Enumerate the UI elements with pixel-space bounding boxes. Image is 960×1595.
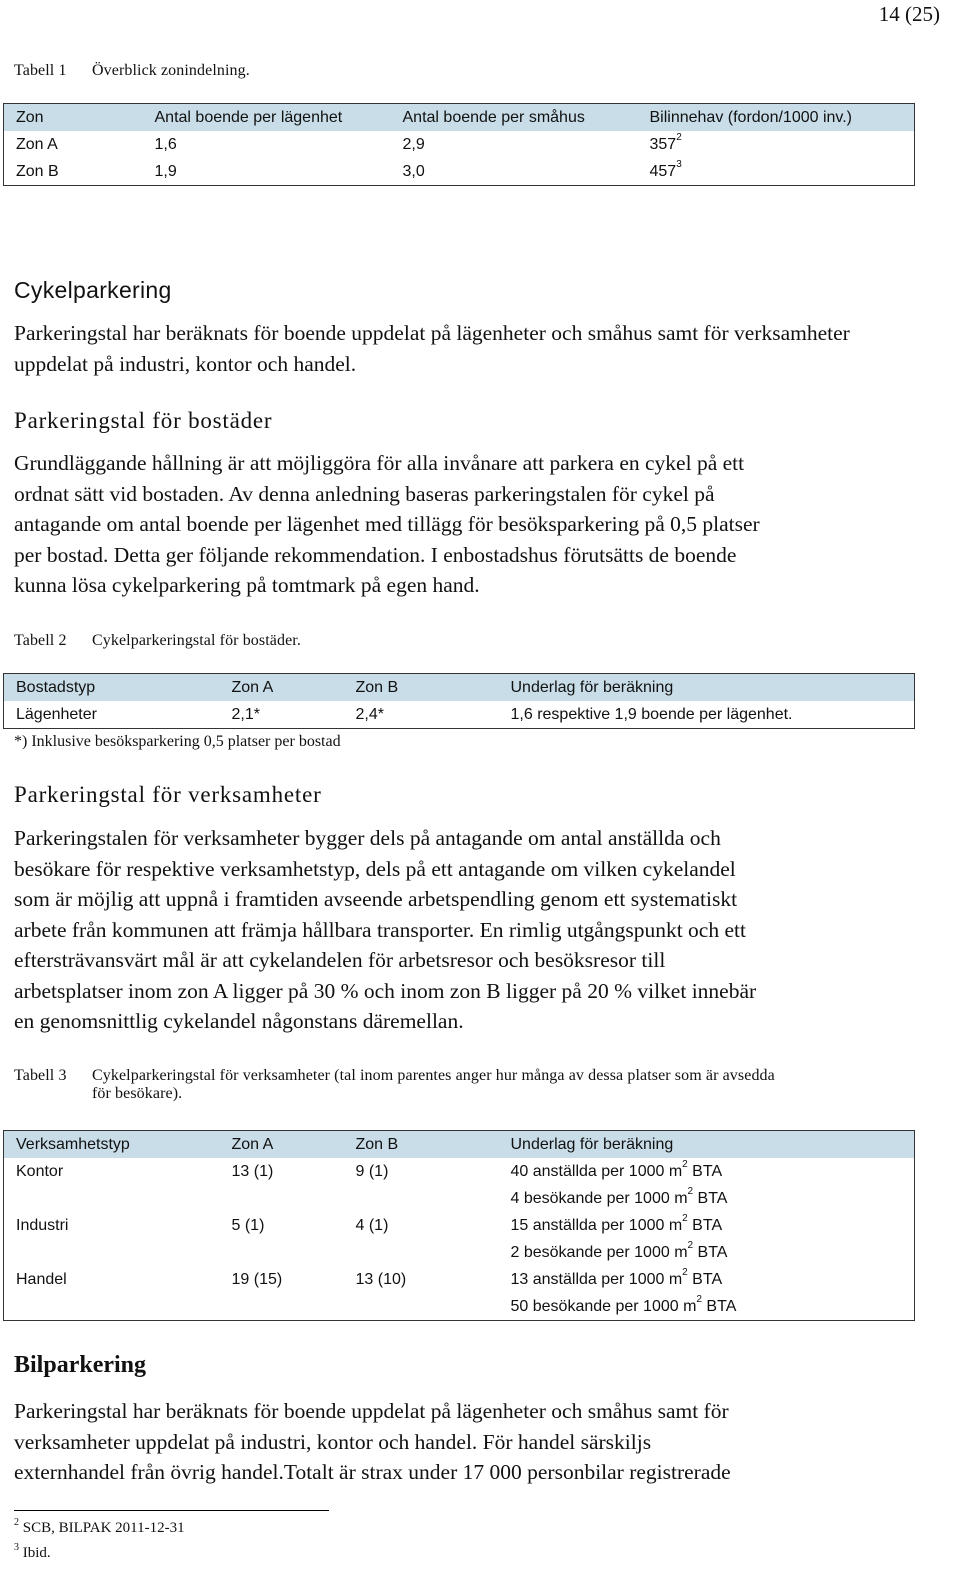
empty-cell — [220, 1185, 344, 1212]
table-row — [4, 701, 915, 729]
table2-caption-text: Cykelparkeringstal för bostäder. — [92, 632, 301, 649]
header-cell: Zon A — [220, 674, 344, 702]
header-cell: Underlag för beräkning — [499, 1131, 915, 1159]
table-cell — [499, 1293, 915, 1321]
superscript: 2 — [682, 1212, 688, 1224]
paragraph-line: verksamheter uppdelat på industri, kontor och handel. För handel särskiljs — [14, 1429, 652, 1454]
paragraph-line: ordnat sätt vid bostaden. Av denna anledning baseras parkeringstalen för cykel på — [14, 481, 715, 506]
footnote-number: 3 — [14, 1542, 19, 1553]
paragraph-line: antagande om antal boende per lägenhet med tillägg för besöksparkering på 0,5 platser — [14, 512, 760, 536]
superscript: 2 — [682, 1266, 688, 1278]
cell-text: BTA — [687, 1162, 723, 1180]
footnote-text: SCB, BILPAK 2011-12-31 — [22, 1520, 185, 1536]
paragraph-line: externhandel från övrig handel.Totalt är strax under 17 000 personbilar registrerade — [14, 1460, 731, 1484]
cell-text: BTA — [687, 1216, 723, 1234]
zone-overview-table — [3, 103, 915, 186]
table-cell — [638, 131, 915, 158]
cell-text: 15 anställda per 1000 m — [510, 1216, 683, 1234]
section-heading-bilparkering: Bilparkering — [14, 1352, 147, 1378]
footnote-separator — [14, 1510, 329, 1511]
footnote — [14, 1517, 185, 1537]
header-cell: Antal boende per lägenhet — [143, 104, 391, 132]
header-cell: Bilinnehav (fordon/1000 inv.) — [638, 104, 915, 132]
table-cell — [499, 1212, 915, 1239]
footnote-text: Ibid. — [22, 1545, 51, 1561]
table3-caption — [14, 1067, 939, 1103]
empty-cell — [220, 1293, 344, 1321]
footnote-number: 2 — [14, 1517, 19, 1528]
header-cell: Bostadstyp — [4, 674, 220, 702]
verksamheter-parking-table — [3, 1130, 915, 1321]
table-cell: 13 (10) — [355, 1270, 407, 1288]
cell-text: 40 anställda per 1000 m — [510, 1162, 683, 1180]
table-row — [4, 1212, 915, 1239]
table-cell: 2,4* — [355, 705, 384, 723]
empty-cell — [344, 1293, 499, 1321]
cell-text: 50 besökande per 1000 m — [510, 1297, 697, 1315]
empty-cell — [4, 1185, 220, 1212]
paragraph-line: per bostad. Detta ger följande rekommendation. I enbostadshus förutsätts de boende — [14, 542, 737, 567]
table-cell: 13 (1) — [231, 1162, 274, 1180]
verksamheter-paragraph — [14, 823, 934, 1037]
table-header-row — [4, 674, 915, 702]
paragraph-line: Parkeringstalen för verksamheter bygger dels på antagande om antal anställda och — [14, 826, 721, 850]
paragraph-line: som är möjlig att uppnå i framtiden avseende arbetspendling genom ett systematiskt — [14, 887, 738, 911]
table-row — [4, 158, 915, 186]
table-cell: 4 (1) — [355, 1216, 389, 1234]
header-cell: Antal boende per småhus — [391, 104, 638, 132]
table-cell: 3,0 — [402, 162, 425, 180]
footnote-ref: 2 — [676, 131, 682, 143]
table-row — [4, 1239, 915, 1266]
subheading-verksamheter: Parkeringstal för verksamheter — [14, 782, 322, 807]
cell-text: 4 besökande per 1000 m — [510, 1189, 688, 1207]
bostader-paragraph — [14, 448, 934, 601]
table2-note: *) Inklusive besöksparkering 0,5 platser per bostad — [14, 733, 341, 750]
table-row — [4, 1185, 915, 1212]
cykel-intro-paragraph: Parkeringstal har beräknats för boende uppdelat på lägenheter och småhus samt för verksamheter uppdelat på industri, kontor och handel. — [14, 321, 850, 376]
header-cell: Verksamhetstyp — [4, 1131, 220, 1159]
header-cell: Zon B — [344, 674, 499, 702]
header-cell: Zon — [4, 104, 143, 132]
table-cell: 9 (1) — [355, 1162, 389, 1180]
paragraph-line: en genomsnittlig cykelandel någonstans däremellan. — [14, 1009, 464, 1033]
empty-cell — [220, 1239, 344, 1266]
table2-caption — [14, 632, 301, 650]
subheading-bostader: Parkeringstal för bostäder — [14, 408, 273, 433]
table-cell — [499, 1185, 915, 1212]
cell-text: 2 besökande per 1000 m — [510, 1243, 688, 1261]
cell-text: BTA — [693, 1189, 728, 1207]
table-header-row — [4, 1131, 915, 1159]
table-cell — [499, 1239, 915, 1266]
table-cell: 1,6 respektive 1,9 boende per lägenhet. — [510, 705, 793, 723]
cell-text: BTA — [693, 1243, 728, 1261]
table-cell: Kontor — [16, 1162, 64, 1180]
table-cell: 5 (1) — [231, 1216, 265, 1234]
table-cell: 2,1* — [231, 705, 260, 723]
paragraph-line: besökare för respektive verksamhetstyp, dels på ett antagande om vilken cykelandel — [14, 856, 736, 881]
cell-text: 13 anställda per 1000 m — [510, 1270, 683, 1288]
page-number: 14 (25) — [878, 2, 940, 26]
table-cell: Industri — [16, 1216, 69, 1234]
table3-caption-text — [92, 1067, 932, 1103]
table1-caption-text: Överblick zonindelning. — [92, 62, 250, 79]
table-cell: Lägenheter — [16, 705, 97, 723]
bostader-parking-table — [3, 673, 915, 729]
table-cell: 19 (15) — [231, 1270, 283, 1288]
paragraph-line: Parkeringstal har beräknats för boende uppdelat på lägenheter och småhus samt för — [14, 1399, 729, 1423]
table3-label: Tabell 3 — [14, 1067, 67, 1084]
superscript: 2 — [687, 1185, 694, 1197]
footnote-ref: 3 — [676, 158, 682, 170]
table1-label: Tabell 1 — [14, 62, 67, 79]
caption-line: Cykelparkeringstal för verksamheter (tal inom parentes anger hur många av dessa platser som är avsedda — [92, 1067, 775, 1084]
superscript: 2 — [696, 1293, 702, 1305]
header-cell: Underlag för beräkning — [499, 674, 915, 702]
paragraph-line: kunna lösa cykelparkering på tomtmark på egen hand. — [14, 573, 480, 597]
table-header-row — [4, 104, 915, 132]
paragraph-line: Grundläggande hållning är att möjliggöra för alla invånare att parkera en cykel på ett — [14, 451, 745, 475]
table-cell — [499, 1158, 915, 1185]
cell-value: 357 — [649, 135, 677, 153]
table-row — [4, 131, 915, 158]
empty-cell — [344, 1185, 499, 1212]
paragraph-line: arbete från kommunen att främja hållbara transporter. En rimlig utgångspunkt och ett — [14, 917, 746, 942]
empty-cell — [344, 1239, 499, 1266]
table-row — [4, 1266, 915, 1293]
superscript: 2 — [682, 1158, 688, 1170]
table-row — [4, 1158, 915, 1185]
table1-caption — [14, 62, 250, 80]
table-cell: 1,6 — [154, 135, 177, 153]
table-cell: 2,9 — [402, 135, 425, 153]
caption-line: för besökare). — [92, 1085, 183, 1102]
table-row — [4, 1293, 915, 1321]
table-cell: Zon B — [16, 162, 59, 180]
cell-text: BTA — [701, 1297, 737, 1315]
header-cell: Zon A — [220, 1131, 344, 1159]
empty-cell — [4, 1239, 220, 1266]
bilparkering-paragraph — [14, 1396, 934, 1488]
table-cell — [638, 158, 915, 186]
header-cell: Zon B — [344, 1131, 499, 1159]
table-cell: 1,9 — [154, 162, 177, 180]
section-heading-cykelparkering: Cykelparkering — [14, 277, 172, 303]
table-cell: Zon A — [16, 135, 58, 153]
table-cell — [499, 1266, 915, 1293]
superscript: 2 — [687, 1239, 694, 1251]
paragraph-line: eftersträvansvärt mål är att cykelandelen för arbetsresor och besöksresor till — [14, 948, 666, 972]
footnote — [14, 1542, 51, 1562]
empty-cell — [4, 1293, 220, 1321]
paragraph-line: arbetsplatser inom zon A ligger på 30 % och inom zon B ligger på 20 % vilket innebär — [14, 978, 757, 1003]
cell-value: 457 — [649, 162, 677, 180]
table-cell: Handel — [16, 1270, 67, 1288]
table2-label: Tabell 2 — [14, 632, 67, 649]
cell-text: BTA — [687, 1270, 723, 1288]
